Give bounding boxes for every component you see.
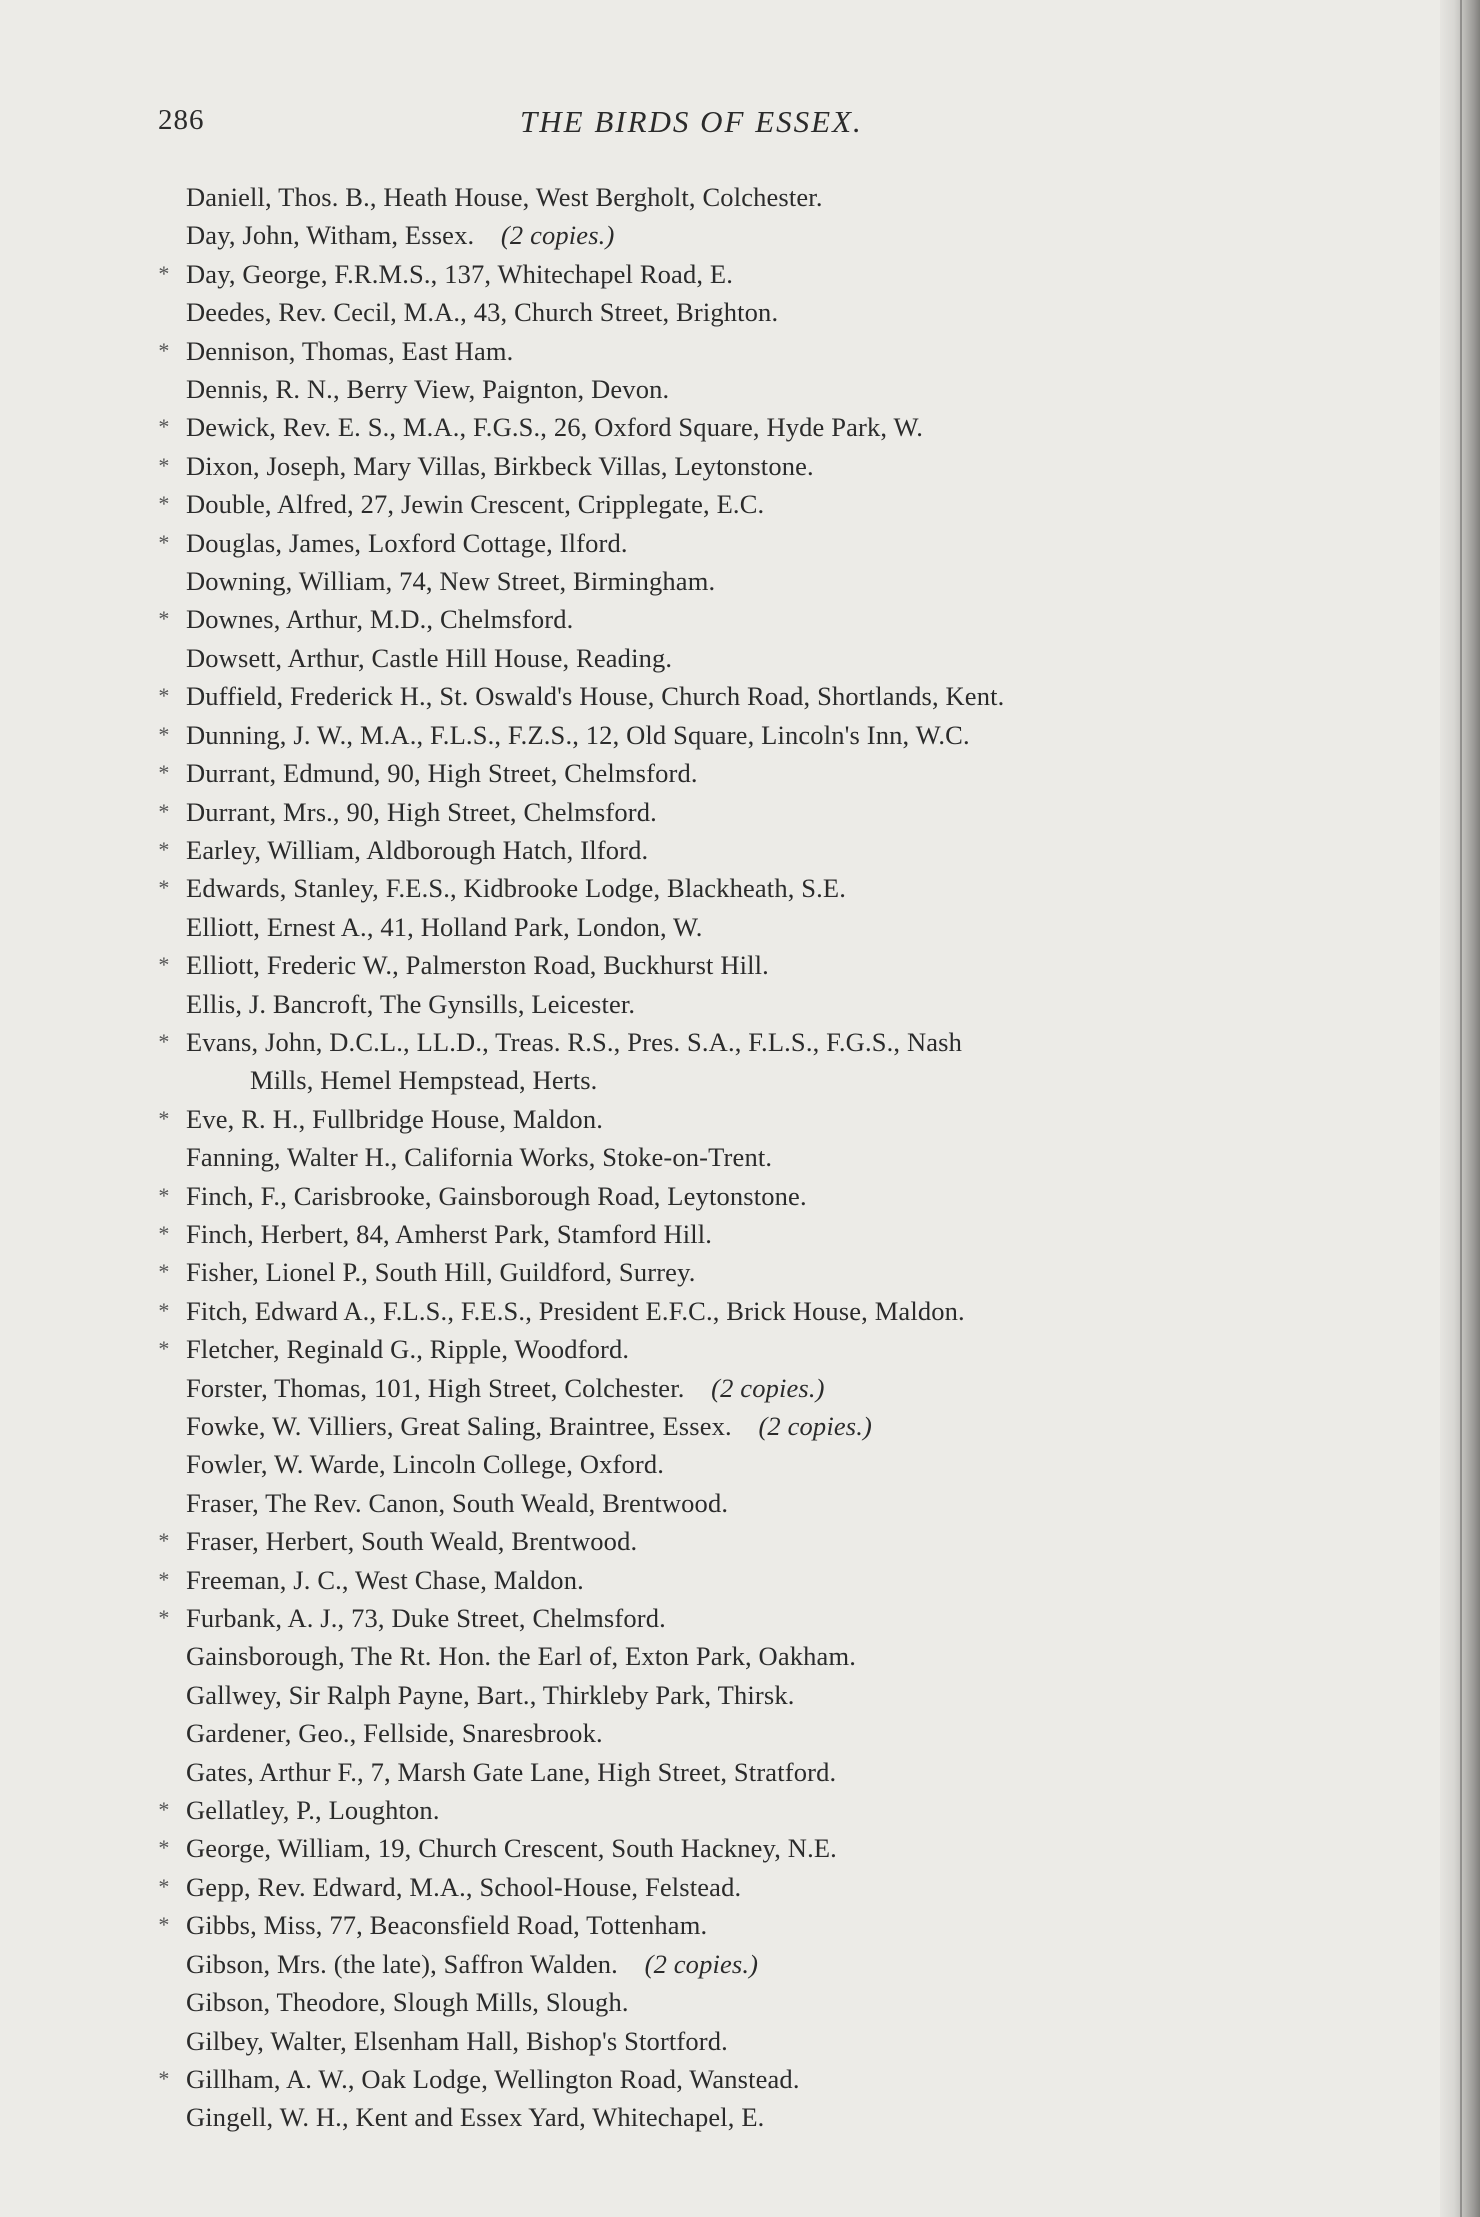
subscriber-text: Durrant, Edmund, 90, High Street, Chelmsford. [186, 758, 698, 789]
subscriber-mark: * [158, 260, 170, 286]
subscriber-text-continued: Mills, Hemel Hempstead, Herts. [250, 1065, 598, 1096]
subscriber-list [150, 178, 1330, 2137]
subscriber-entry [150, 793, 1330, 831]
subscriber-text: Elliott, Ernest A., 41, Holland Park, London, W. [186, 911, 703, 942]
subscriber-entry [150, 1599, 1330, 1637]
subscriber-mark: * [158, 1797, 170, 1823]
copies-note: (2 copies.) [644, 1948, 759, 1979]
subscriber-text: Fletcher, Reginald G., Ripple, Woodford. [186, 1334, 630, 1365]
subscriber-entry [150, 370, 1330, 408]
subscriber-text: Finch, Herbert, 84, Amherst Park, Stamford Hill. [186, 1218, 713, 1249]
subscriber-text: Downing, William, 74, New Street, Birmingham. [186, 566, 716, 597]
subscriber-mark: * [158, 1835, 170, 1861]
subscriber-entry [150, 639, 1330, 677]
subscriber-text: Ellis, J. Bancroft, The Gynsills, Leicester. [186, 988, 636, 1019]
subscriber-text: Day, George, F.R.M.S., 137, Whitechapel Road, E. [186, 258, 734, 289]
subscriber-entry [150, 447, 1330, 485]
running-title: THE BIRDS OF ESSEX. [520, 104, 863, 139]
subscriber-entry [150, 1369, 1330, 1407]
subscriber-text: Forster, Thomas, 101, High Street, Colchester. [186, 1372, 685, 1403]
subscriber-entry [150, 562, 1330, 600]
subscriber-entry [150, 1983, 1330, 2021]
subscriber-mark: * [158, 529, 170, 555]
subscriber-entry [150, 1522, 1330, 1560]
subscriber-entry [150, 1177, 1330, 1215]
subscriber-entry [150, 985, 1330, 1023]
subscriber-mark: * [158, 1105, 170, 1131]
page-number: 286 [158, 104, 205, 136]
subscriber-text: Douglas, James, Loxford Cottage, Ilford. [186, 527, 628, 558]
subscriber-text: Earley, William, Aldborough Hatch, Ilford. [186, 834, 649, 865]
subscriber-mark: * [158, 760, 170, 786]
subscriber-entry [150, 216, 1330, 254]
subscriber-text: Fanning, Walter H., California Works, Stoke-on-Trent. [186, 1142, 773, 1173]
subscriber-text: Dowsett, Arthur, Castle Hill House, Reading. [186, 642, 673, 673]
subscriber-text: Gellatley, P., Loughton. [186, 1795, 440, 1826]
subscriber-text: Duffield, Frederick H., St. Oswald's House, Church Road, Shortlands, Kent. [186, 681, 1005, 712]
subscriber-text: Dunning, J. W., M.A., F.L.S., F.Z.S., 12, Old Square, Lincoln's Inn, W.C. [186, 719, 970, 750]
subscriber-text: Gates, Arthur F., 7, Marsh Gate Lane, High Street, Stratford. [186, 1756, 837, 1787]
subscriber-mark: * [158, 952, 170, 978]
subscriber-text: Fraser, The Rev. Canon, South Weald, Brentwood. [186, 1487, 729, 1518]
subscriber-text: Gilbey, Walter, Elsenham Hall, Bishop's Stortford. [186, 2025, 728, 2056]
subscriber-entry [150, 1292, 1330, 1330]
page-header [158, 104, 1308, 144]
subscriber-text: Elliott, Frederic W., Palmerston Road, Buckhurst Hill. [186, 950, 769, 981]
subscriber-mark: * [158, 1528, 170, 1554]
subscriber-text: Day, John, Witham, Essex. [186, 220, 475, 251]
subscriber-text: Gallwey, Sir Ralph Payne, Bart., Thirkleby Park, Thirsk. [186, 1679, 795, 1710]
subscriber-mark: * [158, 2065, 170, 2091]
binding-line [1460, 0, 1462, 2217]
subscriber-entry [150, 485, 1330, 523]
subscriber-entry [150, 255, 1330, 293]
subscriber-mark: * [158, 1297, 170, 1323]
subscriber-mark: * [158, 491, 170, 517]
subscriber-text: Eve, R. H., Fullbridge House, Maldon. [186, 1103, 603, 1134]
subscriber-entry [150, 1945, 1330, 1983]
subscriber-entry [150, 293, 1330, 331]
subscriber-entry [150, 1676, 1330, 1714]
copies-note: (2 copies.) [758, 1411, 872, 1441]
subscriber-mark: * [158, 1605, 170, 1631]
subscriber-text: Dewick, Rev. E. S., M.A., F.G.S., 26, Oxford Square, Hyde Park, W. [186, 412, 923, 443]
subscriber-entry [150, 1253, 1330, 1291]
subscriber-entry [150, 2022, 1330, 2060]
subscriber-text: Gibson, Mrs. (the late), Saffron Walden. [186, 1948, 618, 1979]
subscriber-text: Edwards, Stanley, F.E.S., Kidbrooke Lodge, Blackheath, S.E. [186, 873, 847, 904]
subscriber-entry [150, 1753, 1330, 1791]
subscriber-text: Dixon, Joseph, Mary Villas, Birkbeck Villas, Leytonstone. [186, 450, 814, 481]
subscriber-text: Evans, John, D.C.L., LL.D., Treas. R.S., Pres. S.A., F.L.S., F.G.S., Nash [186, 1026, 963, 1057]
subscriber-entry [150, 600, 1330, 638]
subscriber-mark: * [158, 1028, 170, 1054]
subscriber-entry [150, 677, 1330, 715]
subscriber-mark: * [158, 414, 170, 440]
subscriber-text: Dennison, Thomas, East Ham. [186, 335, 514, 366]
subscriber-text: Daniell, Thos. B., Heath House, West Bergholt, Colchester. [186, 182, 823, 212]
subscriber-entry [150, 1829, 1330, 1867]
subscriber-entry [150, 1100, 1330, 1138]
subscriber-entry [150, 1023, 1330, 1100]
subscriber-entry [150, 754, 1330, 792]
subscriber-entry [150, 869, 1330, 907]
subscriber-mark: * [158, 1220, 170, 1246]
subscriber-entry [150, 946, 1330, 984]
subscriber-mark: * [158, 606, 170, 632]
subscriber-entry [150, 332, 1330, 370]
subscriber-entry [150, 1561, 1330, 1599]
subscriber-entry [150, 1138, 1330, 1176]
subscriber-entry [150, 2060, 1330, 2098]
subscriber-mark: * [158, 798, 170, 824]
subscriber-text: George, William, 19, Church Crescent, South Hackney, N.E. [186, 1833, 837, 1864]
subscriber-entry [150, 1215, 1330, 1253]
subscriber-text: Gibbs, Miss, 77, Beaconsfield Road, Tottenham. [186, 1910, 708, 1941]
subscriber-entry [150, 1906, 1330, 1944]
subscriber-entry [150, 1714, 1330, 1752]
subscriber-text: Gainsborough, The Rt. Hon. the Earl of, Exton Park, Oakham. [186, 1641, 857, 1672]
subscriber-text: Deedes, Rev. Cecil, M.A., 43, Church Street, Brighton. [186, 297, 779, 328]
subscriber-text: Freeman, J. C., West Chase, Maldon. [186, 1564, 584, 1595]
subscriber-mark: * [158, 721, 170, 747]
copies-note: (2 copies.) [500, 220, 615, 251]
subscriber-text: Fowler, W. Warde, Lincoln College, Oxford. [186, 1449, 665, 1480]
subscriber-mark: * [158, 1182, 170, 1208]
subscriber-text: Double, Alfred, 27, Jewin Crescent, Cripplegate, E.C. [186, 489, 765, 520]
subscriber-entry [150, 1637, 1330, 1675]
subscriber-mark: * [158, 875, 170, 901]
subscriber-entry [150, 1868, 1330, 1906]
subscriber-entry [150, 1791, 1330, 1829]
subscriber-entry [150, 831, 1330, 869]
subscriber-text: Gillham, A. W., Oak Lodge, Wellington Road, Wanstead. [186, 2063, 800, 2094]
subscriber-mark: * [158, 1336, 170, 1362]
subscriber-text: Gingell, W. H., Kent and Essex Yard, Whitechapel, E. [186, 2102, 765, 2133]
subscriber-mark: * [158, 1566, 170, 1592]
subscriber-mark: * [158, 683, 170, 709]
subscriber-entry [150, 408, 1330, 446]
subscriber-entry [150, 1330, 1330, 1368]
copies-note: (2 copies.) [711, 1372, 825, 1403]
subscriber-entry [150, 1484, 1330, 1522]
subscriber-text: Finch, F., Carisbrooke, Gainsborough Road, Leytonstone. [186, 1180, 807, 1211]
subscriber-text: Fowke, W. Villiers, Great Saling, Braintree, Essex. [186, 1411, 732, 1441]
subscriber-text: Fraser, Herbert, South Weald, Brentwood. [186, 1526, 638, 1557]
subscriber-mark: * [158, 337, 170, 363]
subscriber-text: Gibson, Theodore, Slough Mills, Slough. [186, 1987, 629, 2018]
subscriber-mark: * [158, 1873, 170, 1899]
subscriber-text: Fisher, Lionel P., South Hill, Guildford, Surrey. [186, 1257, 696, 1288]
subscriber-entry [150, 1407, 1330, 1445]
subscriber-text: Dennis, R. N., Berry View, Paignton, Devon. [186, 374, 670, 405]
subscriber-mark: * [158, 836, 170, 862]
subscriber-text: Gardener, Geo., Fellside, Snaresbrook. [186, 1718, 603, 1749]
subscriber-entry [150, 178, 1330, 216]
subscriber-text: Durrant, Mrs., 90, High Street, Chelmsford. [186, 796, 657, 827]
subscriber-entry [150, 1445, 1330, 1483]
subscriber-entry [150, 716, 1330, 754]
subscriber-entry [150, 908, 1330, 946]
subscriber-text: Furbank, A. J., 73, Duke Street, Chelmsford. [186, 1603, 666, 1634]
subscriber-mark: * [158, 1912, 170, 1938]
subscriber-text: Fitch, Edward A., F.L.S., F.E.S., President E.F.C., Brick House, Maldon. [186, 1295, 965, 1326]
subscriber-mark: * [158, 452, 170, 478]
subscriber-text: Gepp, Rev. Edward, M.A., School-House, Felstead. [186, 1871, 742, 1902]
subscriber-entry [150, 2098, 1330, 2136]
subscriber-text: Downes, Arthur, M.D., Chelmsford. [186, 604, 574, 635]
subscriber-mark: * [158, 1259, 170, 1285]
subscriber-entry [150, 524, 1330, 562]
